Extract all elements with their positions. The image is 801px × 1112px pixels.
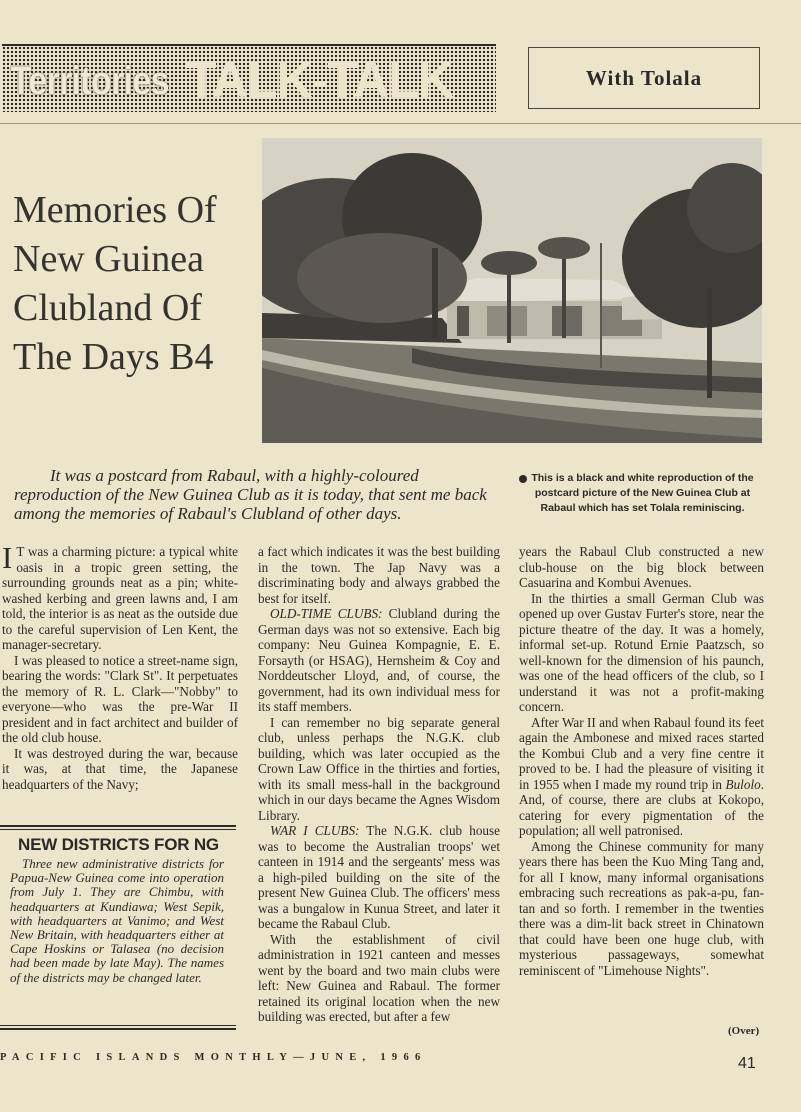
page-number: 41 bbox=[738, 1055, 756, 1072]
byline-box: With Tolala bbox=[528, 47, 760, 109]
paragraph-text: Clubland during the German days was not so extensive. Each big company: Neu Guinea Kompagnie, E. E. Forsayth (or HSAG), Hernsheim & Coy and Norddeutscher Lloyd, and, of course, the government, had its own individual mess for its staff members. bbox=[258, 606, 500, 714]
article-headline bbox=[13, 186, 258, 382]
banner-talk-talk-text bbox=[186, 52, 453, 108]
paragraph: Among the Chinese community for many years there has been the Kuo Ming Tang and, for all I know, many informal organisations embracing such recreations as pak-a-pu, fan-tan and so forth. I remember in the twenties there was a dim-lit back street in Chinatown that could have been one huge club, with mysterious passageways, somewhat reminiscent of "Limehouse Nights". bbox=[519, 838, 764, 978]
paragraph: I was pleased to notice a street-name sign, bearing the words: "Clark St". It perpetuates the memory of R. L. Clark—"Nobby" to everyone—who was the pre-War II president and in fact architect and builder of the old club house. bbox=[2, 652, 238, 745]
club-photo-drawing bbox=[262, 138, 762, 443]
article-column-1 bbox=[2, 540, 238, 792]
section-runin: WAR I CLUBS: bbox=[270, 823, 360, 838]
title-banner bbox=[2, 44, 496, 112]
page-footer: PACIFIC ISLANDS MONTHLY—JUNE, 1966 bbox=[0, 1052, 427, 1063]
banner-territories-text: Territories bbox=[10, 59, 169, 103]
ship-name: Bulolo bbox=[725, 776, 761, 792]
box-rule bbox=[0, 829, 236, 830]
headline-line: New Guinea bbox=[13, 238, 204, 280]
headline-line: The Days B4 bbox=[13, 336, 214, 378]
paragraph-text: . And, of course, there are clubs at Kokopo, catering for every pigmentation of the population; all well patronised. bbox=[519, 776, 764, 838]
paragraph: It was destroyed during the war, because it was, at that time, the Japanese headquarters of the Navy; bbox=[2, 745, 238, 792]
paragraph: I can remember no big separate general club, unless perhaps the N.G.K. club building, which was later occupied as the Crown Law Office in the thirties and forties, with its small mess-hall in the background which in our days became the Agnes Wisdom Library. bbox=[258, 714, 500, 823]
paragraph: In the thirties a small German Club was opened up over Gustav Furter's store, near the picture theatre of the day. It was a homely, informal set-up. Rotund Ernie Paatzsch, so well-known for the dimension of his paunch, was one of the head officers of the club, so I understand it was not a profit-making concern. bbox=[519, 590, 764, 714]
sidebar-box-text: Three new administrative districts for Papua-New Guinea come into operation from July 1. They are Chimbu, with headquarters at Kundiawa; West Sepik, with headquarters at Vanimo; and West New Britain, with headquarters either at Cape Hoskins or Talasea (no decision had been made by late May). The names of the districts may be changed later. bbox=[10, 856, 224, 985]
box-rule bbox=[0, 825, 236, 827]
paragraph bbox=[258, 823, 500, 932]
banner-talk-talk-label: TALK-TALK bbox=[186, 52, 453, 108]
paragraph bbox=[519, 715, 764, 839]
headline-line: Memories Of bbox=[13, 189, 217, 231]
paragraph-text: After War II and when Rabaul found its feet again the Ambonese and mixed races started the Kombui Club and a very fine centre it proved to be. I had the pleasure of visiting it in 1955 when I made my round trip in bbox=[519, 714, 764, 792]
paragraph bbox=[2, 540, 238, 653]
paragraph bbox=[258, 606, 500, 715]
paragraph: a fact which indicates it was the best building in the town. The Jap Navy was a discriminating body and always grabbed the best for itself. bbox=[258, 544, 500, 606]
club-photo bbox=[262, 138, 762, 443]
paragraph: With the establishment of civil administration in 1921 canteen and messes went by the board and two main clubs were left: New Guinea and Rabaul. The former retained its original location when the new building was erected, but after a few bbox=[258, 931, 500, 1024]
header-rule bbox=[0, 123, 801, 124]
paragraph-text: T was a charming picture: a typical white oasis in a tropic green setting, the surrounding grounds neat as a pin; white-washed kerbing and green lawns and, I am told, the interior is as neat as the outside due to the careful supervision of Len Kent, the manager-secretary. bbox=[2, 544, 238, 652]
box-rule bbox=[0, 1028, 236, 1030]
article-column-2 bbox=[258, 544, 500, 1025]
paragraph-text: The N.G.K. club house was to become the Australian troops' wet canteen in 1914 and the sergeants' mess was a high-piled building on the site of the present New Guinea Club. The officers' mess was a bungalow in Kunua Street, and later it became the Rabaul Club. bbox=[258, 823, 501, 931]
box-rule bbox=[0, 1025, 236, 1026]
section-runin: OLD-TIME CLUBS: bbox=[270, 606, 383, 621]
intro-paragraph: It was a postcard from Rabaul, with a highly-coloured reproduction of the New Guinea Club as it is today, that sent me back among the memories of Rabaul's Clubland of other days. bbox=[14, 466, 487, 523]
photo-caption: This is a black and white reproduction of the postcard picture of the New Guinea Club at Rabaul which has set Tolala reminiscing. bbox=[531, 472, 754, 514]
drop-cap: I bbox=[2, 540, 13, 575]
article-column-3 bbox=[519, 544, 764, 978]
sidebar-box-title: NEW DISTRICTS FOR NG bbox=[18, 835, 219, 854]
paragraph: years the Rabaul Club constructed a new club-house on the big block between Casuarina and Kombui Avenues. bbox=[519, 544, 764, 590]
headline-line: Clubland Of bbox=[13, 287, 202, 329]
continued-marker: (Over) bbox=[728, 1025, 760, 1037]
